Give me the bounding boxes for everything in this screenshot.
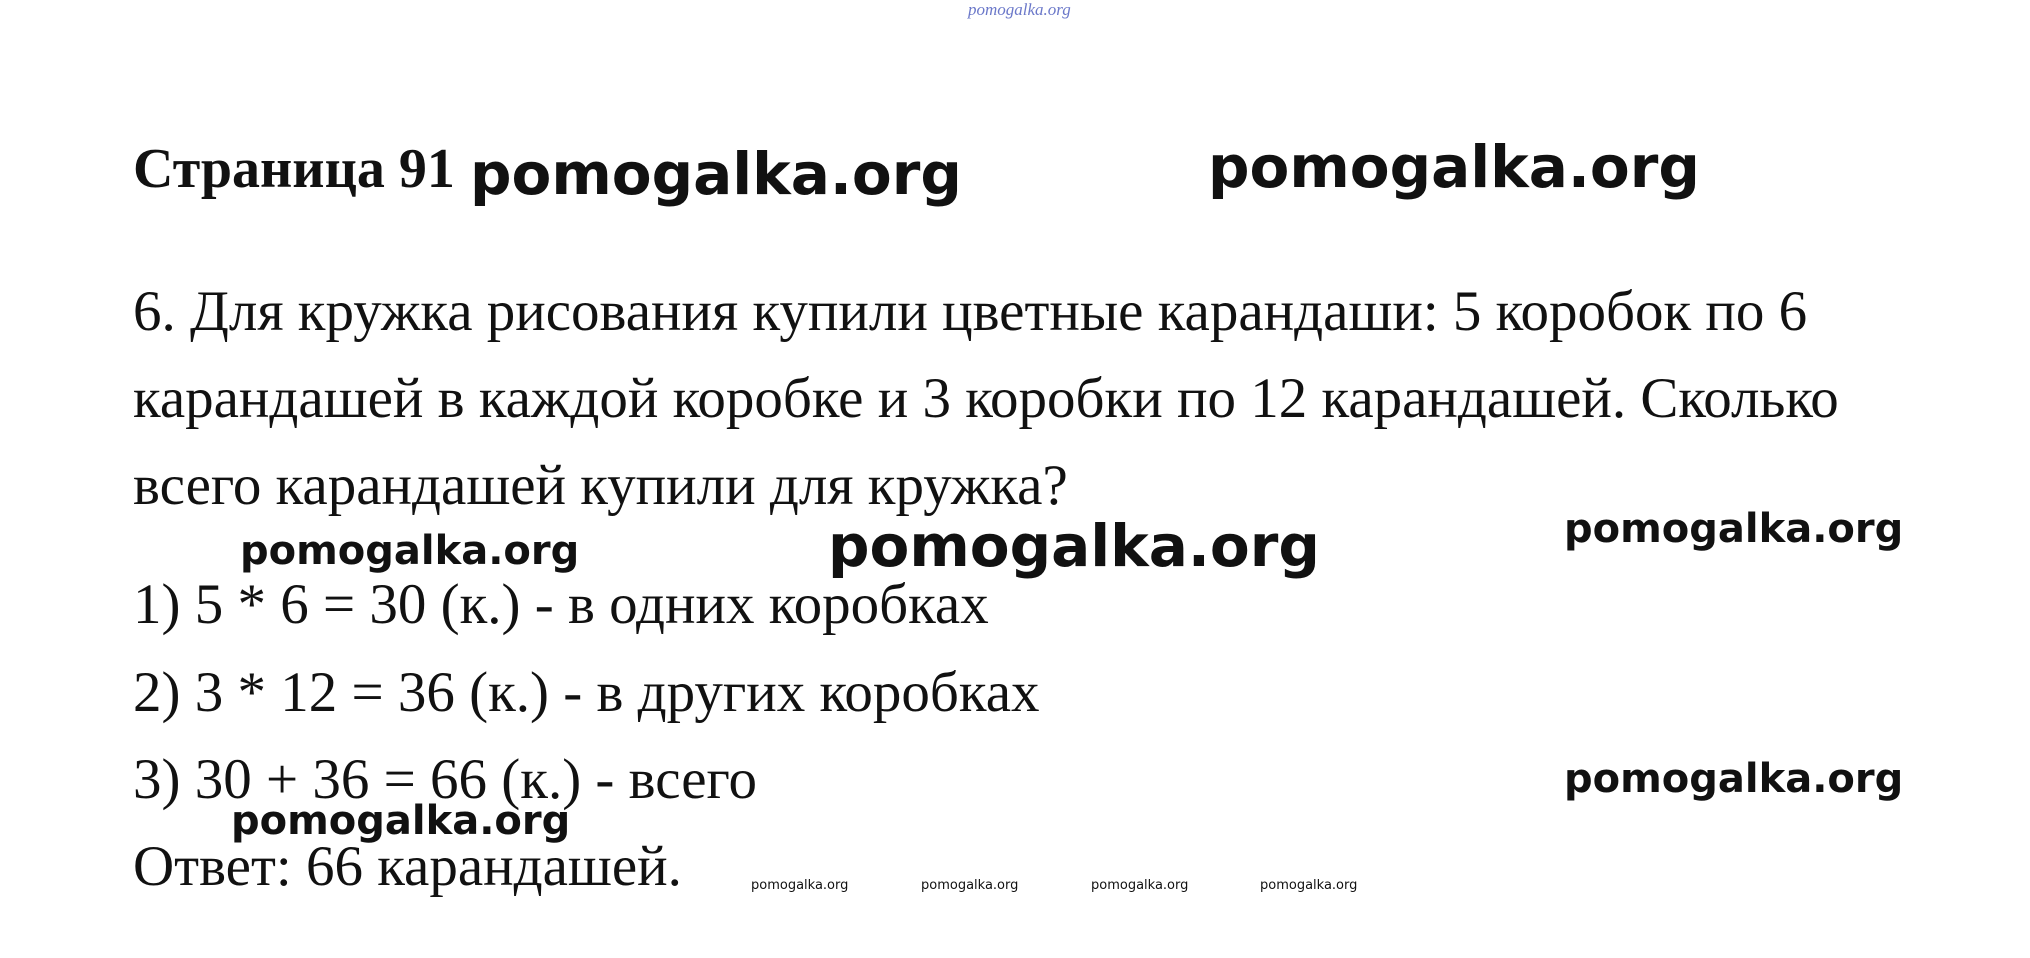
problem-line-3: всего карандашей купили для кружка? (133, 454, 1068, 517)
watermark-lower-right: pomogalka.org (1564, 756, 1904, 802)
solution-step-1: 1) 5 * 6 = 30 (к.) - в одних коробках (133, 573, 989, 636)
watermark-small-3: pomogalka.org (1091, 878, 1189, 893)
watermark-heading-right-1: pomogalka.org (470, 140, 962, 208)
problem-line-1: 6. Для кружка рисования купили цветные карандаши: 5 коробок по 6 (133, 280, 1808, 343)
watermark-lower-left: pomogalka.org (231, 798, 571, 844)
problem-line-2: карандашей в каждой коробке и 3 коробки по 12 карандашей. Сколько (133, 367, 1839, 430)
watermark-heading-right-2: pomogalka.org (1208, 133, 1700, 201)
solution-step-3: 3) 30 + 36 = 66 (к.) - всего (133, 748, 757, 811)
solution-step-2: 2) 3 * 12 = 36 (к.) - в других коробках (133, 661, 1040, 724)
watermark-mid-right: pomogalka.org (1564, 506, 1904, 552)
watermark-small-2: pomogalka.org (921, 878, 1019, 893)
watermark-small-1: pomogalka.org (751, 878, 849, 893)
watermark-small-4: pomogalka.org (1260, 878, 1358, 893)
watermark-mid-center: pomogalka.org (828, 512, 1320, 580)
watermark-mid-left: pomogalka.org (240, 528, 580, 574)
answer-text: Ответ: 66 карандашей. (133, 835, 682, 898)
top-watermark: pomogalka.org (968, 0, 1071, 19)
problem-text (133, 268, 1993, 529)
page-heading: Страница 91 (133, 138, 455, 200)
